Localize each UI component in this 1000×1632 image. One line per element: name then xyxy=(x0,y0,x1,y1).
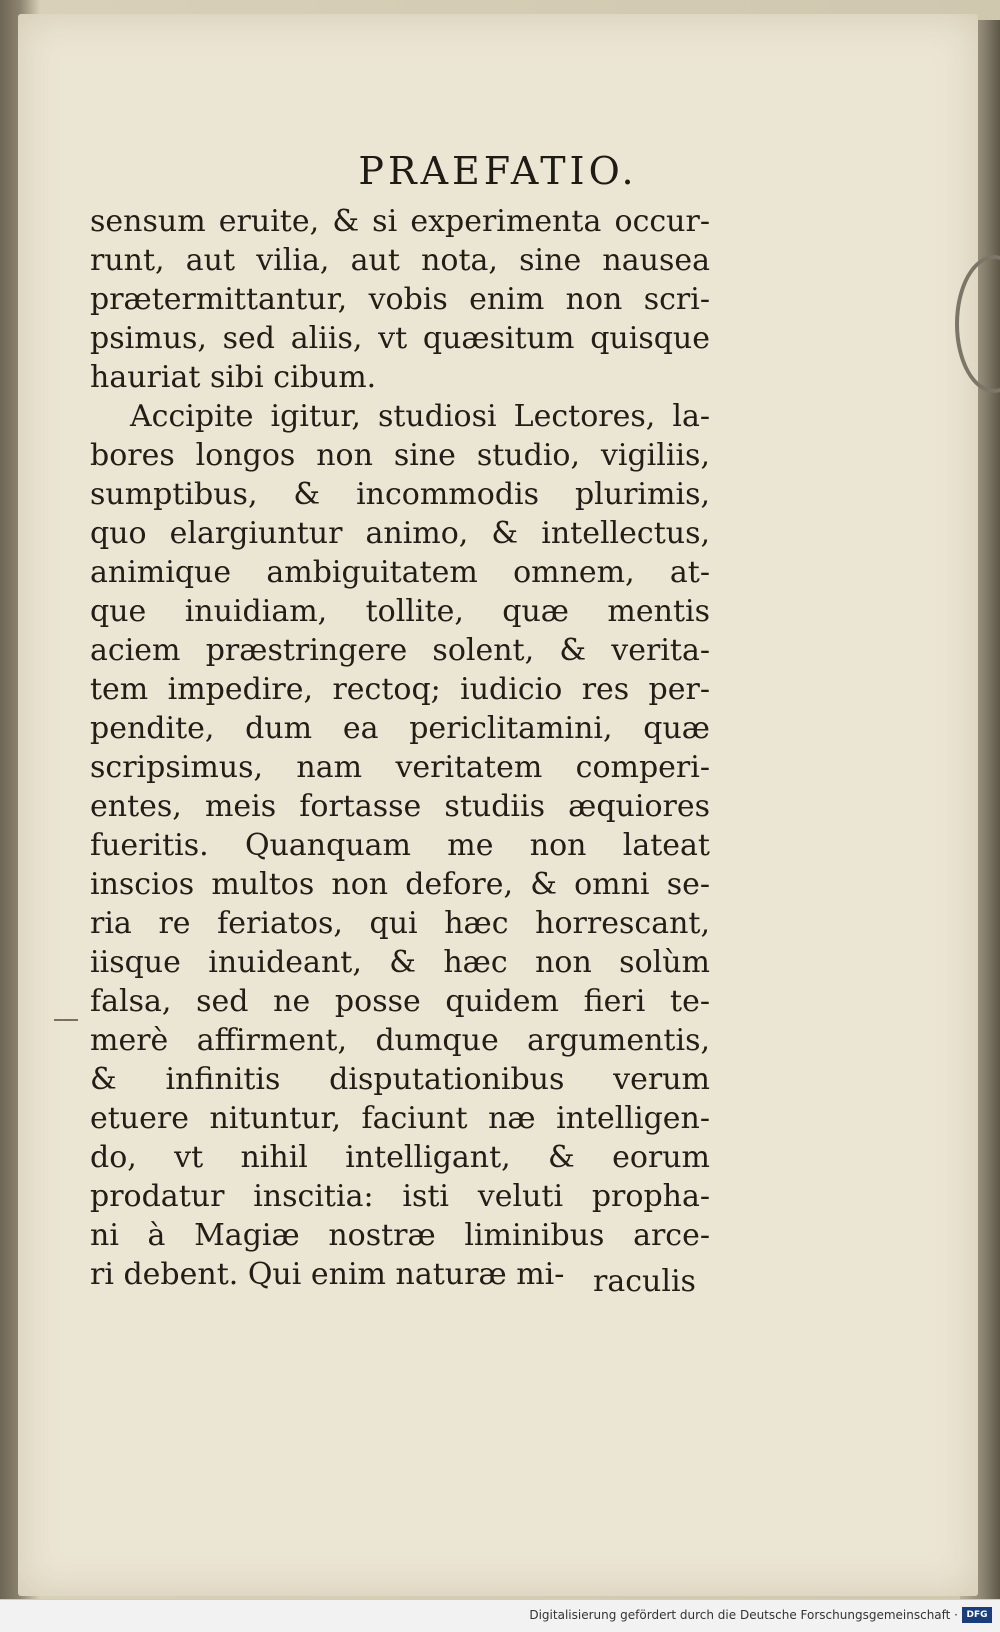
text-line: prætermittantur, vobis enim non scri- xyxy=(90,282,710,317)
text-line: & infinitis disputationibus verum xyxy=(90,1062,710,1097)
text-line: inscios multos non defore, & omni se- xyxy=(90,867,710,902)
text-line: tem impedire, rectoq; iudicio res per- xyxy=(90,672,710,707)
text-line: pendite, dum ea periclitamini, quæ xyxy=(90,711,710,746)
footer-bar xyxy=(0,1599,1000,1632)
text-line: ni à Magiæ nostræ liminibus arce- xyxy=(90,1218,710,1253)
text-line: sensum eruite, & si experimenta occur- xyxy=(90,204,710,239)
margin-mark xyxy=(54,1019,78,1021)
text-line: sumptibus, & incommodis plurimis, xyxy=(90,477,710,512)
text-line: Accipite igitur, studiosi Lectores, la- xyxy=(130,399,710,434)
text-line: do, vt nihil intelligant, & eorum xyxy=(90,1140,710,1175)
text-line: iisque inuideant, & hæc non solùm xyxy=(90,945,710,980)
catchword: raculis xyxy=(593,1264,696,1299)
text-line: que inuidiam, tollite, quæ mentis xyxy=(90,594,710,629)
text-line: psimus, sed aliis, vt quæsitum quisque xyxy=(90,321,710,356)
text-line: fueritis. Quanquam me non lateat xyxy=(90,828,710,863)
text-line: animique ambiguitatem omnem, at- xyxy=(90,555,710,590)
text-line: ri debent. Qui enim naturæ mi- xyxy=(90,1257,565,1292)
text-line: bores longos non sine studio, vigiliis, xyxy=(90,438,710,473)
text-line: scripsimus, nam veritatem comperi- xyxy=(90,750,710,785)
text-line: etuere nituntur, faciunt næ intelligen- xyxy=(90,1101,710,1136)
text-line: merè affirment, dumque argumentis, xyxy=(90,1023,710,1058)
text-line: entes, meis fortasse studiis æquiores xyxy=(90,789,710,824)
funding-credit: Digitalisierung gefördert durch die Deutsche Forschungsgemeinschaft · xyxy=(529,1608,958,1622)
text-line: hauriat sibi cibum. xyxy=(90,360,377,395)
text-line: runt, aut vilia, aut nota, sine nausea xyxy=(90,243,710,278)
scanned-page xyxy=(18,14,978,1596)
body-text xyxy=(90,202,710,1294)
text-line: falsa, sed ne posse quidem fieri te- xyxy=(90,984,710,1019)
text-line: quo elargiuntur animo, & intellectus, xyxy=(90,516,710,551)
page-header: PRAEFATIO. xyxy=(358,149,638,193)
text-line: aciem præstringere solent, & verita- xyxy=(90,633,710,668)
dfg-logo: DFG xyxy=(962,1607,992,1623)
text-line: prodatur inscitia: isti veluti propha- xyxy=(90,1179,710,1214)
text-line: ria re feriatos, qui hæc horrescant, xyxy=(90,906,710,941)
